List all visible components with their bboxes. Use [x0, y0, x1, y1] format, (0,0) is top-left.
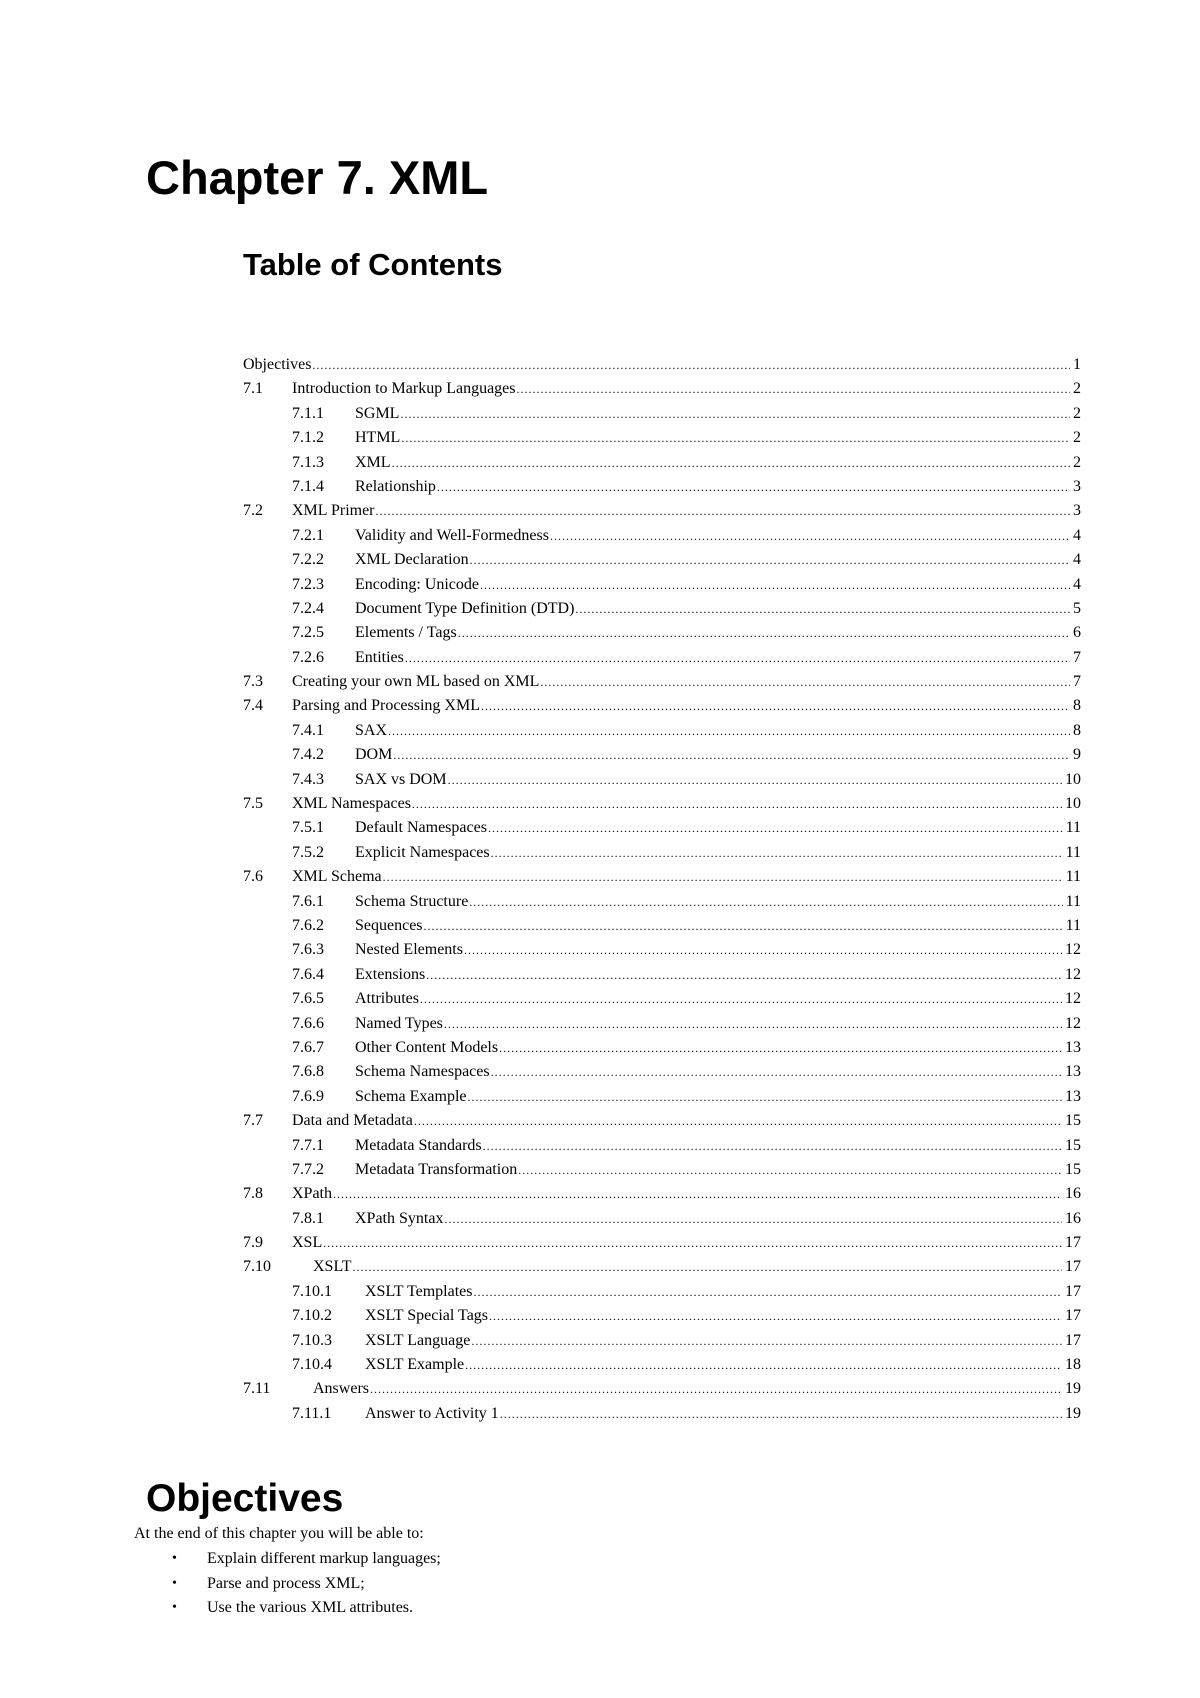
toc-entry-number: 7.2.5 [292, 624, 324, 642]
toc-entry-title: Metadata Standards [355, 1136, 482, 1154]
toc-entry-page: 12 [1065, 990, 1081, 1008]
toc-entry-page: 2 [1073, 453, 1081, 471]
objectives-list [134, 1547, 441, 1621]
toc-entry-title: Schema Structure [355, 892, 469, 910]
toc-dot-leader [473, 1280, 1062, 1304]
toc-entry-page: 2 [1073, 380, 1081, 398]
toc-entry-page: 12 [1065, 941, 1081, 959]
toc-entry-number: 7.4.1 [292, 721, 324, 739]
toc-entry[interactable] [243, 402, 1081, 426]
toc-entry-number: 7.4 [243, 697, 263, 715]
toc-entry[interactable] [243, 1280, 1081, 1304]
objective-text: Explain different markup languages; [207, 1550, 441, 1567]
toc-dot-leader [518, 1158, 1062, 1182]
toc-entry-title: Introduction to Markup Languages [292, 380, 516, 398]
toc-dot-leader [468, 1085, 1062, 1109]
toc-dot-leader [312, 353, 1070, 377]
toc-entry-number: 7.4.3 [292, 770, 324, 788]
toc-dot-leader [499, 1036, 1062, 1060]
bullet-icon: • [172, 1600, 177, 1615]
toc-dot-leader [376, 499, 1070, 523]
toc-entry-title: Validity and Well-Formedness [355, 526, 549, 544]
toc-entry-number: 7.2.2 [292, 551, 324, 569]
toc-entry-page: 17 [1065, 1282, 1081, 1300]
toc-dot-leader [481, 694, 1070, 718]
toc-entry[interactable] [243, 694, 1081, 718]
toc-entry-title: XML Namespaces [292, 795, 411, 813]
toc-entry-number: 7.6.8 [292, 1063, 324, 1081]
toc-dot-leader [393, 743, 1070, 767]
toc-dot-leader [353, 1255, 1062, 1279]
toc-entry[interactable] [243, 426, 1081, 450]
toc-entry[interactable] [243, 1134, 1081, 1158]
toc-entry-title: XSLT Templates [365, 1282, 473, 1300]
toc-dot-leader [540, 670, 1070, 694]
toc-entry[interactable] [243, 377, 1081, 401]
toc-entry-number: 7.2 [243, 502, 263, 520]
toc-dot-leader [575, 597, 1070, 621]
toc-entry[interactable] [243, 890, 1081, 914]
toc-entry[interactable] [243, 938, 1081, 962]
toc-entry-title: Other Content Models [355, 1038, 499, 1056]
toc-entry-number: 7.6.1 [292, 892, 324, 910]
toc-entry-title: HTML [355, 429, 401, 447]
toc-entry-number: 7.6.2 [292, 916, 324, 934]
toc-entry-number: 7.10.3 [292, 1331, 332, 1349]
toc-dot-leader [491, 841, 1063, 865]
toc-entry[interactable] [243, 548, 1081, 572]
toc-entry-title: Sequences [355, 916, 423, 934]
toc-dot-leader [401, 426, 1070, 450]
toc-entry-page: 16 [1065, 1209, 1081, 1227]
toc-dot-leader [323, 1231, 1062, 1255]
toc-dot-leader [448, 768, 1062, 792]
toc-entry-title: Metadata Transformation [355, 1160, 518, 1178]
objectives-intro: At the end of this chapter you will be able to: [134, 1525, 424, 1542]
toc-entry-number: 7.6.4 [292, 965, 324, 983]
toc-entry-title: XSL [292, 1234, 323, 1252]
toc-entry-page: 3 [1073, 477, 1081, 495]
toc-entry[interactable] [243, 865, 1081, 889]
toc-entry-page: 13 [1065, 1063, 1081, 1081]
toc-entry-number: 7.10.1 [292, 1282, 332, 1300]
toc-dot-leader [471, 1329, 1062, 1353]
toc-entry-number: 7.2.3 [292, 575, 324, 593]
toc-entry-title: SAX [355, 721, 388, 739]
toc-dot-leader [517, 377, 1071, 401]
toc-entry-title: XSLT Special Tags [365, 1307, 489, 1325]
bullet-icon: • [172, 1551, 177, 1566]
toc-entry-number: 7.4.2 [292, 746, 324, 764]
toc-entry-number: 7.7.2 [292, 1160, 324, 1178]
toc-entry-page: 15 [1065, 1160, 1081, 1178]
toc-entry-title: SAX vs DOM [355, 770, 447, 788]
toc-entry-title: Elements / Tags [355, 624, 457, 642]
toc-entry-page: 17 [1065, 1307, 1081, 1325]
toc-entry-number: 7.5.2 [292, 843, 324, 861]
toc-dot-leader [420, 987, 1062, 1011]
toc-entry-page: 4 [1073, 551, 1081, 569]
toc-entry-page: 13 [1065, 1038, 1081, 1056]
objectives-heading: Objectives [146, 1477, 344, 1520]
toc-entry-title: Relationship [355, 477, 436, 495]
toc-entry[interactable] [243, 646, 1081, 670]
toc-entry-title: Parsing and Processing XML [292, 697, 480, 715]
toc-entry-title: XML [355, 453, 391, 471]
toc-entry[interactable] [243, 963, 1081, 987]
toc-dot-leader [333, 1182, 1062, 1206]
toc-entry[interactable] [243, 792, 1081, 816]
toc-entry-number: 7.1.3 [292, 453, 324, 471]
toc-entry-page: 17 [1065, 1331, 1081, 1349]
toc-entry-title: Extensions [355, 965, 426, 983]
toc-entry-number: 7.6.9 [292, 1087, 324, 1105]
toc-entry-title: Explicit Namespaces [355, 843, 490, 861]
toc-entry-number: 7.6.7 [292, 1038, 324, 1056]
objective-item [134, 1547, 441, 1572]
toc-entry[interactable] [243, 1036, 1081, 1060]
toc-entry-page: 19 [1065, 1380, 1081, 1398]
toc-entry[interactable] [243, 451, 1081, 475]
toc-entry-title: Default Namespaces [355, 819, 487, 837]
toc-dot-leader [424, 914, 1063, 938]
toc-entry-page: 9 [1073, 746, 1081, 764]
toc-entry[interactable] [243, 670, 1081, 694]
toc-entry-page: 19 [1065, 1404, 1081, 1422]
toc-entry-number: 7.6.3 [292, 941, 324, 959]
objective-text: Use the various XML attributes. [207, 1599, 414, 1616]
toc-dot-leader [464, 938, 1062, 962]
toc-entry-title: XML Declaration [355, 551, 469, 569]
toc-entry-page: 4 [1073, 526, 1081, 544]
toc-dot-leader [426, 963, 1062, 987]
toc-entry-number: 7.11 [243, 1380, 271, 1398]
toc-entry-title: Answers [313, 1380, 369, 1398]
toc-entry-number: 7.6.6 [292, 1014, 324, 1032]
toc-entry[interactable] [243, 841, 1081, 865]
toc-entry-page: 16 [1065, 1185, 1081, 1203]
toc-entry[interactable] [243, 1109, 1081, 1133]
toc-entry-page: 5 [1073, 599, 1081, 617]
toc-entry[interactable] [243, 1182, 1081, 1206]
toc-entry[interactable] [243, 1377, 1081, 1401]
toc-entry-number: 7.7 [243, 1112, 263, 1130]
toc-entry-number: 7.10.2 [292, 1307, 332, 1325]
toc-entry-title: Schema Namespaces [355, 1063, 490, 1081]
toc-entry-number: 7.1.4 [292, 477, 324, 495]
toc-dot-leader [483, 1134, 1062, 1158]
toc-entry[interactable] [243, 1329, 1081, 1353]
toc-entry-title: XML Schema [292, 868, 382, 886]
toc-entry[interactable] [243, 499, 1081, 523]
toc-entry-page: 7 [1073, 648, 1081, 666]
toc-entry-page: 8 [1073, 697, 1081, 715]
toc-entry-title: XSLT Example [365, 1356, 465, 1374]
toc-dot-leader [383, 865, 1063, 889]
toc-entry-title: XML Primer [292, 502, 375, 520]
toc-entry-title: Nested Elements [355, 941, 463, 959]
toc-entry-title: Attributes [355, 990, 419, 1008]
toc-entry[interactable] [243, 1012, 1081, 1036]
toc-entry[interactable] [243, 816, 1081, 840]
toc-dot-leader [458, 621, 1070, 645]
toc-entry-page: 2 [1073, 429, 1081, 447]
toc-entry-number: 7.11.1 [292, 1404, 332, 1422]
toc-entry-page: 12 [1065, 965, 1081, 983]
table-of-contents [243, 353, 1081, 1426]
toc-entry-title: SGML [355, 404, 400, 422]
toc-entry-title: Named Types [355, 1014, 443, 1032]
toc-entry[interactable] [243, 475, 1081, 499]
toc-entry-title: Creating your own ML based on XML [292, 673, 540, 691]
toc-entry-page: 10 [1065, 770, 1081, 788]
toc-entry-number: 7.8 [243, 1185, 263, 1203]
toc-entry[interactable] [243, 524, 1081, 548]
toc-dot-leader [414, 1109, 1062, 1133]
toc-entry-number: 7.5.1 [292, 819, 324, 837]
toc-entry-page: 4 [1073, 575, 1081, 593]
toc-entry[interactable] [243, 914, 1081, 938]
toc-entry-number: 7.3 [243, 673, 263, 691]
toc-entry-page: 8 [1073, 721, 1081, 739]
toc-dot-leader [488, 816, 1063, 840]
toc-entry-page: 11 [1065, 892, 1081, 910]
toc-entry[interactable] [243, 1402, 1081, 1426]
toc-entry-title: Data and Metadata [292, 1112, 413, 1130]
toc-entry-page: 10 [1065, 795, 1081, 813]
toc-entry-page: 15 [1065, 1112, 1081, 1130]
chapter-title: Chapter 7. XML [146, 151, 489, 204]
toc-entry-title: Schema Example [355, 1087, 467, 1105]
toc-entry[interactable] [243, 1353, 1081, 1377]
toc-entry-page: 3 [1073, 502, 1081, 520]
objective-text: Parse and process XML; [207, 1574, 365, 1592]
toc-entry-number: 7.10 [243, 1258, 271, 1276]
toc-entry[interactable] [243, 987, 1081, 1011]
toc-entry-number: 7.1 [243, 380, 263, 398]
objective-item [134, 1572, 441, 1597]
toc-entry[interactable] [243, 1085, 1081, 1109]
toc-dot-leader [405, 646, 1070, 670]
toc-entry-number: 7.1.1 [292, 404, 324, 422]
toc-entry-number: 7.8.1 [292, 1209, 324, 1227]
toc-heading: Table of Contents [243, 247, 503, 282]
toc-entry-number: 7.10.4 [292, 1356, 332, 1374]
toc-entry-page: 7 [1073, 673, 1081, 691]
bullet-icon: • [172, 1575, 177, 1591]
toc-entry[interactable] [243, 1304, 1081, 1328]
toc-entry-title: Objectives [243, 356, 312, 373]
toc-entry-page: 12 [1065, 1014, 1081, 1032]
toc-entry-title: Encoding: Unicode [355, 575, 479, 593]
toc-dot-leader [444, 1012, 1062, 1036]
toc-entry[interactable] [243, 1255, 1081, 1279]
toc-entry[interactable] [243, 573, 1081, 597]
toc-dot-leader [412, 792, 1062, 816]
toc-entry-page: 6 [1073, 624, 1081, 642]
toc-dot-leader [500, 1402, 1062, 1426]
toc-dot-leader [465, 1353, 1062, 1377]
toc-entry-page: 13 [1065, 1087, 1081, 1105]
toc-entry-title: Answer to Activity 1 [365, 1404, 499, 1422]
toc-entry[interactable] [243, 621, 1081, 645]
toc-entry-number: 7.2.1 [292, 526, 324, 544]
toc-entry-page: 17 [1065, 1234, 1081, 1252]
toc-entry-title: XSLT [313, 1258, 352, 1276]
toc-entry-number: 7.2.6 [292, 648, 324, 666]
toc-entry[interactable] [243, 353, 1081, 377]
toc-entry-page: 11 [1065, 843, 1081, 861]
toc-entry-page: 15 [1065, 1136, 1081, 1154]
toc-dot-leader [437, 475, 1070, 499]
toc-dot-leader [489, 1304, 1062, 1328]
toc-entry-number: 7.7.1 [292, 1136, 324, 1154]
toc-entry-page: 11 [1065, 868, 1081, 886]
toc-entry[interactable] [243, 768, 1081, 792]
toc-dot-leader [400, 402, 1070, 426]
toc-dot-leader [469, 890, 1062, 914]
toc-entry-number: 7.6.5 [292, 990, 324, 1008]
toc-dot-leader [444, 1207, 1062, 1231]
toc-dot-leader [392, 451, 1070, 475]
toc-entry-page: 2 [1073, 404, 1081, 422]
toc-entry-page: 18 [1065, 1356, 1081, 1374]
toc-entry-page: 11 [1065, 819, 1081, 837]
toc-entry[interactable] [243, 743, 1081, 767]
toc-dot-leader [550, 524, 1070, 548]
toc-dot-leader [470, 548, 1070, 572]
toc-entry-number: 7.2.4 [292, 599, 324, 617]
toc-entry-title: Document Type Definition (DTD) [355, 599, 575, 617]
toc-entry[interactable] [243, 1158, 1081, 1182]
toc-entry[interactable] [243, 719, 1081, 743]
toc-entry[interactable] [243, 1060, 1081, 1084]
toc-entry-number: 7.5 [243, 795, 263, 813]
toc-entry-title: Entities [355, 648, 404, 666]
toc-entry-number: 7.9 [243, 1234, 263, 1252]
toc-dot-leader [491, 1060, 1062, 1084]
toc-dot-leader [480, 573, 1070, 597]
toc-entry-title: DOM [355, 746, 393, 764]
toc-entry-page: 1 [1073, 356, 1081, 373]
toc-entry[interactable] [243, 1231, 1081, 1255]
objective-item [134, 1596, 441, 1621]
toc-entry-number: 7.1.2 [292, 429, 324, 447]
toc-entry-page: 17 [1065, 1258, 1081, 1276]
toc-entry-number: 7.6 [243, 868, 263, 886]
toc-entry[interactable] [243, 597, 1081, 621]
toc-entry[interactable] [243, 1207, 1081, 1231]
toc-entry-page: 11 [1065, 916, 1081, 934]
toc-entry-title: XSLT Language [365, 1331, 471, 1349]
toc-entry-title: XPath [292, 1185, 332, 1203]
toc-dot-leader [388, 719, 1070, 743]
toc-dot-leader [370, 1377, 1062, 1401]
toc-entry-title: XPath Syntax [355, 1209, 444, 1227]
